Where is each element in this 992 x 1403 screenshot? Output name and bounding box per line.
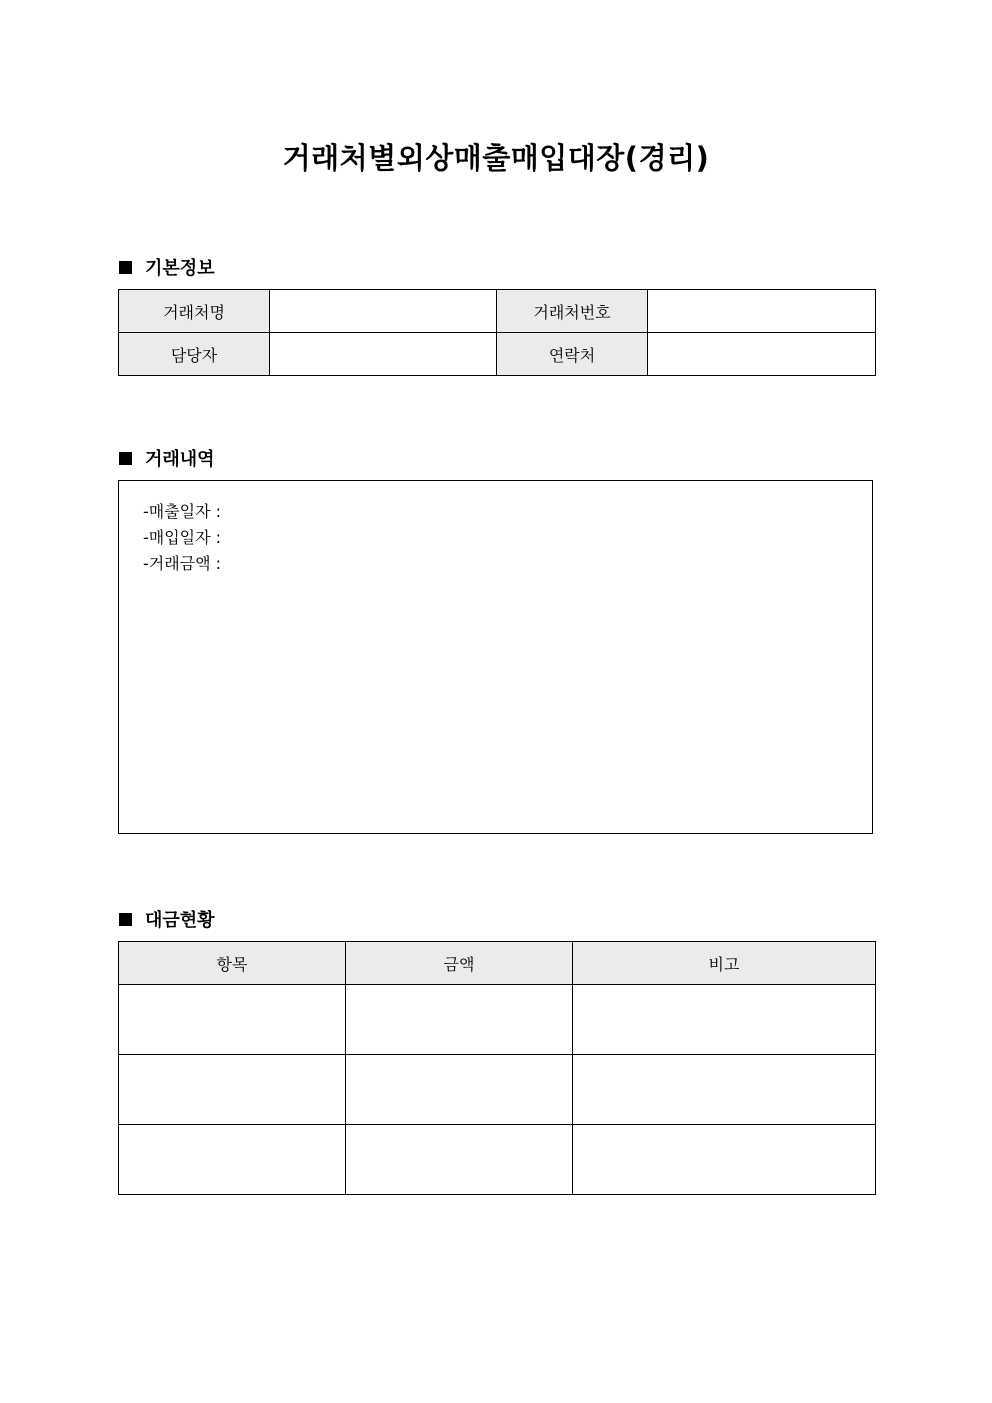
sales-date-line: -매출일자 : — [143, 502, 222, 521]
note-cell[interactable] — [573, 1055, 876, 1125]
column-header-note: 비고 — [573, 942, 876, 985]
table-row — [119, 290, 876, 333]
column-header-item: 항목 — [119, 942, 346, 985]
square-bullet-icon — [119, 452, 132, 465]
square-bullet-icon — [119, 261, 132, 274]
table-row — [119, 1125, 876, 1195]
item-cell[interactable] — [119, 985, 346, 1055]
item-cell[interactable] — [119, 1125, 346, 1195]
transactions-box[interactable] — [118, 480, 873, 834]
payment-status-table — [118, 941, 876, 1195]
contact-field[interactable] — [648, 333, 876, 376]
note-cell[interactable] — [573, 985, 876, 1055]
client-name-label: 거래처명 — [119, 290, 270, 333]
table-row — [119, 1055, 876, 1125]
document-title: 거래처별외상매출매입대장(경리) — [282, 141, 710, 175]
purchase-date-line: -매입일자 : — [143, 528, 222, 547]
payment-status-heading-text: 대금현황 — [145, 910, 215, 931]
client-number-label: 거래처번호 — [497, 290, 648, 333]
table-row — [119, 333, 876, 376]
square-bullet-icon — [119, 913, 132, 926]
transactions-heading-text: 거래내역 — [145, 449, 215, 470]
item-cell[interactable] — [119, 1055, 346, 1125]
client-number-field[interactable] — [648, 290, 876, 333]
transaction-amount-line: -거래금액 : — [143, 554, 222, 573]
column-header-amount: 금액 — [346, 942, 573, 985]
table-row — [119, 985, 876, 1055]
amount-cell[interactable] — [346, 985, 573, 1055]
amount-cell[interactable] — [346, 1125, 573, 1195]
payment-status-heading — [119, 906, 215, 932]
basic-info-heading-text: 기본정보 — [145, 258, 215, 279]
client-name-field[interactable] — [270, 290, 497, 333]
contact-label: 연락처 — [497, 333, 648, 376]
note-cell[interactable] — [573, 1125, 876, 1195]
basic-info-table — [118, 289, 876, 376]
manager-field[interactable] — [270, 333, 497, 376]
transactions-heading — [119, 445, 215, 471]
basic-info-heading — [119, 254, 215, 280]
manager-label: 담당자 — [119, 333, 270, 376]
amount-cell[interactable] — [346, 1055, 573, 1125]
table-header-row — [119, 942, 876, 985]
